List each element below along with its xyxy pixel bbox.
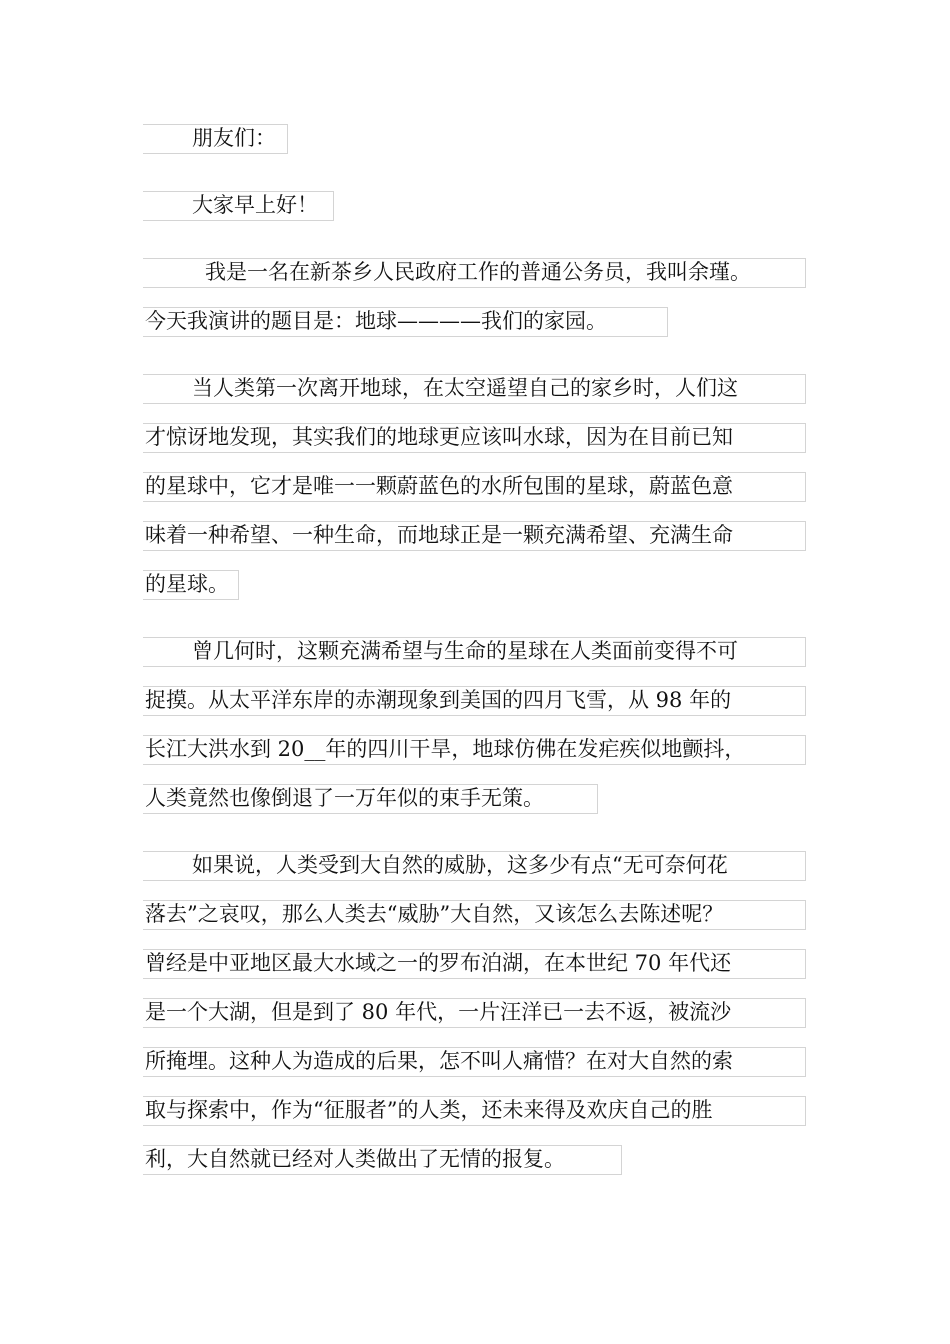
- line-text: 味着一种希望、一种生命，而地球正是一颗充满希望、充满生命: [145, 523, 733, 547]
- line-text: 当人类第一次离开地球，在太空遥望自己的家乡时，人们这: [192, 376, 738, 400]
- line-text: 是一个大湖，但是到了 80 年代，一片汪洋已一去不返，被流沙: [145, 1000, 732, 1024]
- text-line: [143, 423, 806, 453]
- text-line: [143, 521, 806, 551]
- text-line: [143, 1047, 806, 1077]
- text-line: [143, 784, 598, 814]
- text-line: [143, 735, 806, 765]
- text-line: [143, 258, 806, 288]
- line-text: 所掩埋。这种人为造成的后果，怎不叫人痛惜？在对大自然的索: [145, 1049, 733, 1073]
- text-line: [143, 374, 806, 404]
- line-text: 的星球中，它才是唯一一颗蔚蓝色的水所包围的星球，蔚蓝色意: [145, 474, 733, 498]
- line-text: 捉摸。从太平洋东岸的赤潮现象到美国的四月飞雪，从 98 年的: [145, 688, 732, 712]
- text-line: [143, 851, 806, 881]
- line-text: 长江大洪水到 20__年的四川干旱，地球仿佛在发疟疾似地颤抖，: [145, 737, 746, 761]
- line-text: 落去”之哀叹，那么人类去“威胁”大自然，又该怎么去陈述呢？: [145, 902, 724, 926]
- line-text: 大家早上好！: [192, 193, 318, 217]
- line-text: 的星球。: [145, 572, 229, 596]
- text-line: [143, 191, 334, 221]
- line-text: 人类竟然也像倒退了一万年似的束手无策。: [145, 786, 544, 810]
- text-line: [143, 1145, 622, 1175]
- text-line: [143, 570, 239, 600]
- line-text: 我是一名在新茶乡人民政府工作的普通公务员，我叫余瑾。: [205, 260, 751, 284]
- text-line: [143, 949, 806, 979]
- line-text: 今天我演讲的题目是：地球————我们的家园。: [145, 309, 607, 333]
- line-text: 利，大自然就已经对人类做出了无情的报复。: [145, 1147, 565, 1171]
- text-line: [143, 637, 806, 667]
- line-text: 曾经是中亚地区最大水域之一的罗布泊湖，在本世纪 70 年代还: [145, 951, 732, 975]
- line-text: 才惊讶地发现，其实我们的地球更应该叫水球，因为在目前已知: [145, 425, 733, 449]
- line-text: 取与探索中，作为“征服者”的人类，还未来得及欢庆自己的胜: [145, 1098, 713, 1122]
- text-line: [143, 1096, 806, 1126]
- text-line: [143, 472, 806, 502]
- text-line: [143, 307, 668, 337]
- text-line: [143, 998, 806, 1028]
- text-line: [143, 900, 806, 930]
- line-text: 曾几何时，这颗充满希望与生命的星球在人类面前变得不可: [192, 639, 738, 663]
- line-text: 如果说，人类受到大自然的威胁，这多少有点“无可奈何花: [192, 853, 728, 877]
- line-text: 朋友们：: [192, 126, 276, 150]
- text-line: [143, 686, 806, 716]
- text-line: [143, 124, 288, 154]
